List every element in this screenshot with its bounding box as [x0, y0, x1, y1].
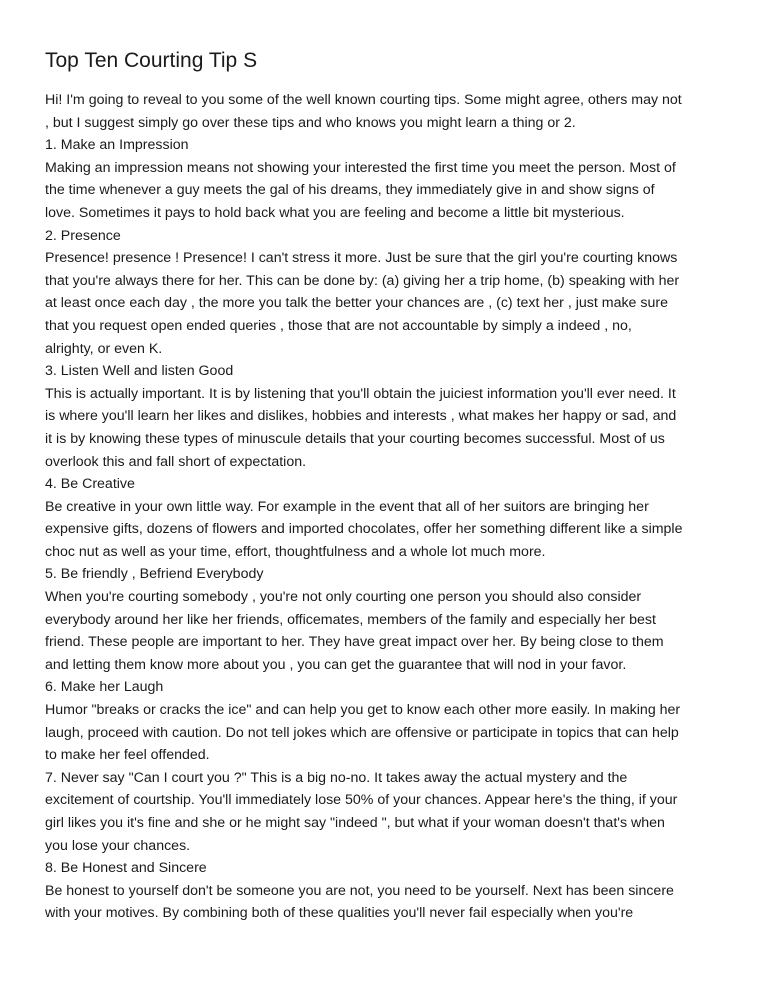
text-line: girl likes you it's fine and she or he might say "indeed ", but what if your woman doesn't that's when — [45, 815, 665, 831]
text-line: overlook this and fall short of expectation. — [45, 453, 307, 470]
text-line: love. Sometimes it pays to hold back what you are feeling and become a little bit mysterious. — [45, 204, 625, 221]
text-line: 3. Listen Well and listen Good — [45, 363, 234, 380]
text-line: with your motives. By combining both of these qualities you'll never fail especially when you're — [45, 905, 634, 922]
text-line: and letting them know more about you , you can get the guarantee that will nod in your favor. — [45, 656, 627, 673]
text-line: This is actually important. It is by listening that you'll obtain the juiciest information you'll ever need. It — [45, 385, 676, 402]
text-line: Hi! I'm going to reveal to you some of the well known courting tips. Some might agree, others may not — [45, 92, 682, 108]
document-body — [45, 89, 735, 925]
text-line: 7. Never say "Can I court you ?" This is a big no-no. It takes away the actual mystery and the — [45, 769, 628, 786]
text-line: the time whenever a guy meets the gal of his dreams, they immediately give in and show signs of — [45, 182, 655, 199]
text-line: you lose your chances. — [45, 837, 191, 854]
text-line: excitement of courtship. You'll immediately lose 50% of your chances. Appear here's the thing, if your — [45, 792, 678, 809]
text-line: 1. Make an Impression — [45, 137, 189, 154]
text-line: it is by knowing these types of minuscule details that your courting becomes successful. Most of us — [45, 430, 665, 447]
text-line: friend. These people are important to her. They have great impact over her. By being close to them — [45, 634, 664, 651]
text-line: 2. Presence — [45, 227, 121, 244]
text-line: Be creative in your own little way. For example in the event that all of her suitors are bringing her — [45, 498, 649, 515]
text-line: Presence! presence ! Presence! I can't stress it more. Just be sure that the girl you're courting knows — [45, 250, 678, 267]
text-line: is where you'll learn her likes and dislikes, hobbies and interests , what makes her happy or sad, and — [45, 408, 677, 425]
text-line: that you request open ended queries , those that are not accountable by simply a indeed , no, — [45, 317, 632, 334]
text-line: , but I suggest simply go over these tips and who knows you might learn a thing or 2. — [45, 114, 576, 131]
text-line: Humor "breaks or cracks the ice" and can help you get to know each other more easily. In making her — [45, 702, 681, 719]
text-line: laugh, proceed with caution. Do not tell jokes which are offensive or participate in topics that can help — [45, 724, 679, 741]
text-line: 6. Make her Laugh — [45, 679, 164, 696]
text-line: Making an impression means not showing your interested the first time you meet the person. Most of — [45, 159, 676, 176]
text-line: alrighty, or even K. — [45, 340, 163, 357]
text-line: 5. Be friendly , Befriend Everybody — [45, 566, 264, 583]
document-title: Top Ten Courting Tip S — [45, 49, 258, 72]
text-line: choc nut as well as your time, effort, thoughtfulness and a whole lot much more. — [45, 543, 546, 560]
text-line: to make her feel offended. — [45, 747, 210, 764]
text-line: 8. Be Honest and Sincere — [45, 860, 207, 877]
text-line: 4. Be Creative — [45, 476, 135, 493]
text-line: everybody around her like her friends, officemates, members of the family and especially her best — [45, 611, 656, 628]
text-line: that you're always there for her. This can be done by: (a) giving her a trip home, (b) speaking with her — [45, 272, 680, 289]
text-line: at least once each day , the more you talk the better your chances are , (c) text her , just make sure — [45, 295, 668, 312]
text-line: Be honest to yourself don't be someone you are not, you need to be yourself. Next has been sincere — [45, 882, 674, 899]
text-line: When you're courting somebody , you're not only courting one person you should also consider — [45, 589, 642, 606]
text-line: expensive gifts, dozens of flowers and imported chocolates, offer her something different like a simple — [45, 521, 683, 538]
document-page — [45, 47, 735, 925]
